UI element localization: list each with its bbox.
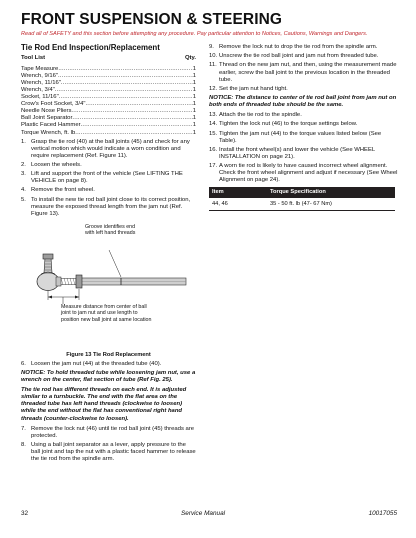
step-text: A worn tie rod is likely to have caused incorrect wheel alignment. Check the front wheel alignment and adjust if necessary (See Wheel Alignment on page 24). xyxy=(219,163,398,184)
table-header-row xyxy=(209,187,395,198)
step-number: 4. xyxy=(21,187,26,194)
right-column xyxy=(209,44,399,211)
step-number: 6. xyxy=(21,361,26,368)
leader-dots xyxy=(71,108,192,115)
leader-dots xyxy=(72,115,192,122)
step-text: Tighten the lock nut (46) to the torque settings below. xyxy=(219,121,358,128)
manual-name: Service Manual xyxy=(181,510,226,517)
leader-dots xyxy=(81,122,193,129)
step-item xyxy=(209,147,399,161)
step-item xyxy=(209,131,399,145)
step-item xyxy=(209,163,399,184)
step-text: Set the jam nut hand tight. xyxy=(219,85,288,92)
leader-dots xyxy=(75,130,192,137)
step-number: 3. xyxy=(21,171,26,178)
notice-distance: NOTICE: The distance to center of tie rod ball joint from jam nut on both ends of threaded tube should be the same. xyxy=(209,95,397,109)
step-item xyxy=(209,86,399,93)
steps-list xyxy=(21,139,196,218)
measure-label: Measure distance from center of ball joint to jam nut and use length to position new ball joint at same location xyxy=(61,303,152,323)
tool-name: Socket, 11/16" xyxy=(21,94,59,101)
tool-row xyxy=(21,115,196,122)
page-number: 32 xyxy=(21,510,29,517)
page-title: FRONT SUSPENSION & STEERING xyxy=(21,11,283,28)
tie-rod-figure xyxy=(21,220,196,352)
tool-qty: 1 xyxy=(192,108,196,115)
notice-threaded-tube: NOTICE: To hold threaded tube while loosening jam nut, use a wrench on the center, flat section of tube (Ref Fig. 25). xyxy=(21,370,196,384)
table-row xyxy=(209,198,395,211)
tool-qty: 1 xyxy=(192,129,196,136)
step-item xyxy=(21,361,196,368)
tool-qty: 1 xyxy=(192,94,196,101)
step-number: 1. xyxy=(21,138,26,145)
tool-row xyxy=(21,87,196,94)
tool-qty: 1 xyxy=(192,87,196,94)
step-number: 13. xyxy=(209,112,218,119)
tool-list xyxy=(21,66,196,136)
step-text: Unscrew the tie rod ball joint and jam nut from threaded tube. xyxy=(219,53,379,60)
step-text: Remove the lock nut (46) until tie rod ball joint (45) threads are protected. xyxy=(31,425,195,439)
tool-row xyxy=(21,80,196,87)
step-item xyxy=(21,187,196,194)
step-text: Tighten the jam nut (44) to the torque values listed below (See Table). xyxy=(219,130,382,144)
tool-qty: 1 xyxy=(192,66,196,73)
step-text: Grasp the tie rod (40) at the ball joints (45) and check for any vertical motion which would indicate a worn condition and require replacement (Ref. Figure 11). xyxy=(31,138,190,159)
left-column xyxy=(21,44,196,465)
step-item xyxy=(209,112,399,119)
section-title: Tie Rod End Inspection/Replacement xyxy=(21,43,160,52)
tool-list-label: Tool List xyxy=(21,55,46,62)
step-number: 7. xyxy=(21,425,26,432)
tool-name: Tape Measure xyxy=(21,66,59,73)
table-cell-item: 44, 46 xyxy=(209,198,267,211)
step-text: Attach the tie rod to the spindle. xyxy=(219,112,302,119)
groove-label: Groove identifies end with left hand threads xyxy=(85,223,136,237)
step-item xyxy=(209,53,399,60)
leader-dots xyxy=(58,73,193,80)
step-text: Loosen the jam nut (44) at the threaded tube (40). xyxy=(31,361,162,368)
step-number: 10. xyxy=(209,53,218,60)
leader-dots xyxy=(61,80,193,87)
document-code: 10017055 xyxy=(368,510,397,517)
step-item xyxy=(209,121,399,128)
tool-qty: 1 xyxy=(192,73,196,80)
step-item xyxy=(209,62,399,83)
table-header-torque: Torque Specification xyxy=(267,187,395,198)
figure-caption: Figure 13 Tie Rod Replacement xyxy=(66,351,151,358)
steps-list xyxy=(209,44,399,93)
leader-dots xyxy=(59,94,193,101)
steps-list xyxy=(209,112,399,184)
safety-warning: Read all of SAFETY and this section before attempting any procedure. Pay particular attention to Notices, Cautions, Warnings and Dangers. xyxy=(21,31,368,37)
tool-list-header xyxy=(21,55,196,62)
step-item xyxy=(21,426,196,440)
step-number: 8. xyxy=(21,441,26,448)
step-text: Loosen the wheels. xyxy=(31,161,82,168)
step-number: 9. xyxy=(209,44,214,50)
step-text: Remove the front wheel. xyxy=(31,187,95,194)
tool-row xyxy=(21,94,196,101)
tool-name: Ball Joint Separator xyxy=(21,115,73,122)
step-item xyxy=(209,44,399,51)
tool-qty: 1 xyxy=(192,115,196,122)
step-text: Install the front wheel(s) and lower the vehicle (See WHEEL INSTALLATION on page 21). xyxy=(219,146,375,160)
tool-name: Wrench, 3/4" xyxy=(21,87,55,94)
step-item xyxy=(21,139,196,160)
steps-list xyxy=(21,426,196,463)
leader-dots xyxy=(58,66,192,73)
step-number: 11. xyxy=(209,62,217,69)
tool-name: Needle Nose Pliers xyxy=(21,108,72,115)
tool-name: Crow's Foot Socket, 3/4" xyxy=(21,101,86,108)
step-item xyxy=(21,442,196,463)
tool-row xyxy=(21,130,196,137)
step-number: 14. xyxy=(209,121,218,128)
step-text: Remove the lock nut to drop the tie rod from the spindle arm. xyxy=(219,44,378,50)
tool-name: Wrench, 9/16" xyxy=(21,73,59,80)
tool-name: Wrench, 11/16" xyxy=(21,80,61,87)
table-header-item: Item xyxy=(209,187,267,198)
step-item xyxy=(21,162,196,169)
step-number: 12. xyxy=(209,85,218,92)
step-text: To install the new tie rod ball joint close to its correct position, measure the exposed thread length from the jam nut (Ref. Figure 13). xyxy=(31,196,191,217)
tool-row xyxy=(21,108,196,115)
tool-qty: 1 xyxy=(192,80,196,87)
tool-qty: 1 xyxy=(192,101,196,108)
step-item xyxy=(21,171,196,185)
tool-row xyxy=(21,66,196,73)
step-number: 5. xyxy=(21,196,26,203)
tool-name: Plastic Faced Hammer xyxy=(21,122,81,129)
tool-row xyxy=(21,122,196,129)
step-text: Using a ball joint separator as a lever, apply pressure to the ball joint and tap the nut with a plastic faced hammer to release the tie rod from the spindle arm. xyxy=(31,441,196,462)
notice-threads: The tie rod has different threads on each end. It is adjusted similar to a turnbuckle. The end with the flat area on the threaded tube has left hand threads (clockwise to loosen) while the end without the flat has conventional right hand threads (counter-clockwise to loosen). xyxy=(21,387,187,422)
tool-name: Torque Wrench, ft. lb xyxy=(21,129,76,136)
step-text: Thread on the new jam nut, and then, using the measurement made earlier, screw the ball joint to the previous location in the threaded tube. xyxy=(219,62,397,83)
leader-dots xyxy=(55,87,193,94)
step-number: 16. xyxy=(209,146,218,153)
step-text: Lift and support the front of the vehicle (See LIFTING THE VEHICLE on page 8). xyxy=(31,171,183,185)
step-number: 15. xyxy=(209,130,218,137)
leader-dots xyxy=(85,101,192,108)
step-number: 17. xyxy=(209,163,218,170)
tool-row xyxy=(21,73,196,80)
torque-table xyxy=(209,187,395,211)
table-cell-torque: 35 - 50 ft. lb (47- 67 Nm) xyxy=(267,198,395,211)
tool-row xyxy=(21,101,196,108)
step-number: 2. xyxy=(21,161,26,168)
step-item xyxy=(21,197,196,218)
qty-label: Qty. xyxy=(184,55,196,62)
tool-qty: 1 xyxy=(192,122,196,129)
